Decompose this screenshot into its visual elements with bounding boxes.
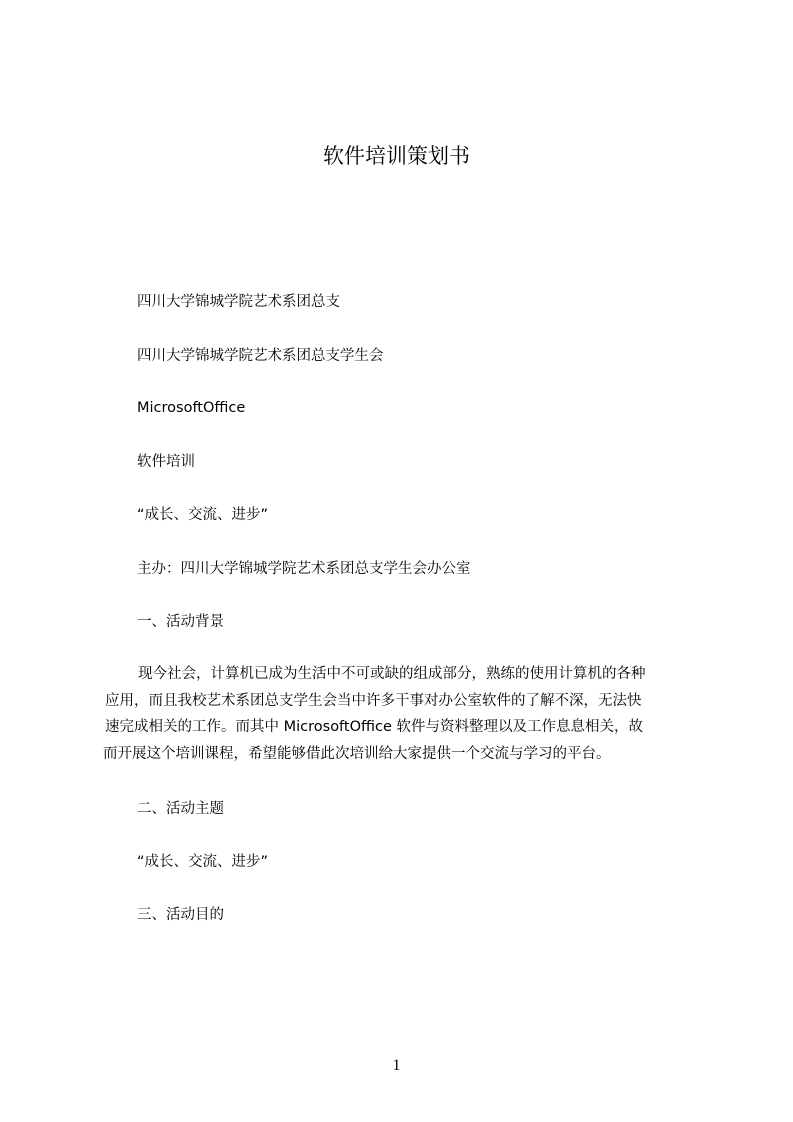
software-name-line: MicrosoftOffice (137, 400, 246, 416)
section-heading-background: 一、活动背景 (137, 614, 224, 630)
section-heading-purpose: 三、活动目的 (137, 907, 224, 923)
paragraph-line: 应用，而且我校艺术系团总支学生会当中许多干事对办公室软件的了解不深，无法快 (105, 692, 642, 709)
document-title: 软件培训策划书 (323, 144, 470, 168)
theme-content: “成长、交流、进步” (137, 854, 269, 870)
paragraph-line: 现今社会，计算机已成为生活中不可或缺的组成部分，熟练的使用计算机的各种 (138, 666, 646, 682)
paragraph-line: 而开展这个培训课程，希望能够借此次培训给大家提供一个交流与学习的平台。 (103, 745, 611, 762)
background-paragraph (103, 661, 701, 767)
host-line: 主办：四川大学锦城学院艺术系团总支学生会办公室 (137, 561, 471, 577)
paragraph-line: 速完成相关的工作。而其中 MicrosoftOffice 软件与资料整理以及工作息息相关，故 (105, 719, 644, 735)
organizer-line: 四川大学锦城学院艺术系团总支学生会 (137, 348, 384, 364)
training-line: 软件培训 (137, 454, 195, 470)
section-heading-theme: 二、活动主题 (137, 801, 224, 817)
slogan-line: “成长、交流、进步” (137, 507, 269, 523)
page-number: 1 (392, 1057, 401, 1074)
organizer-line: 四川大学锦城学院艺术系团总支 (137, 294, 340, 310)
